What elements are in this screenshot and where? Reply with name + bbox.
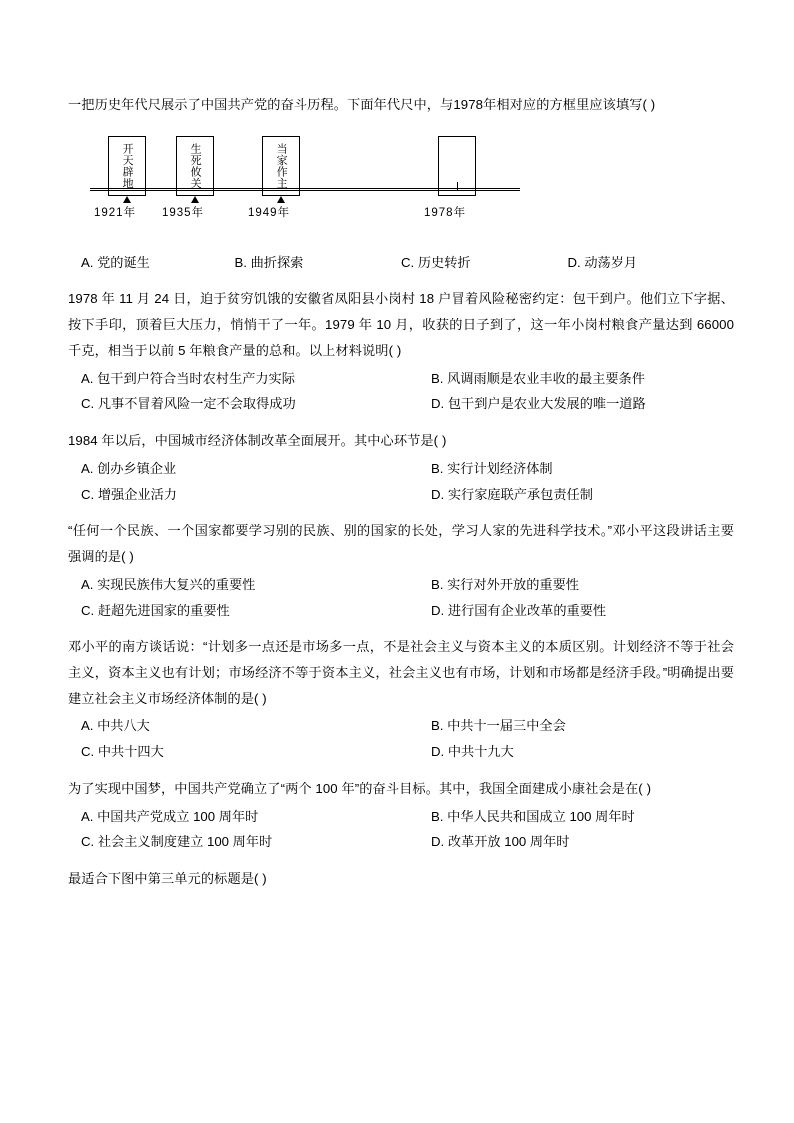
option-row [68,366,734,392]
option-17-a[interactable]: A. 中国共产党成立 100 周年时 [81,808,259,824]
question-18 [68,866,734,892]
option-13-a[interactable]: A. 包干到户符合当时农村生产力实际 [81,370,295,386]
question-12-options [68,250,734,276]
option-15-b[interactable]: B. 实行对外开放的重要性 [431,576,579,592]
question-17-options [68,804,734,855]
timeline-year-2: 1935年 [162,206,205,219]
spacer [68,765,734,776]
question-12 [68,92,734,275]
question-14-options [68,456,734,507]
question-16 [68,634,734,765]
timeline-arrow-3 [277,196,285,203]
option-row [68,739,734,765]
question-14-stem: 1984 年以后，中国城市经济体制改革全面展开。其中心环节是( ) [68,433,447,449]
option-14-d[interactable]: D. 实行家庭联产承包责任制 [431,486,593,502]
option-17-c[interactable]: C. 社会主义制度建立 100 周年时 [81,834,273,850]
question-16-options [68,713,734,764]
option-12-d[interactable]: D. 动荡岁月 [567,254,638,270]
option-row [68,572,734,598]
option-17-d[interactable]: D. 改革开放 100 周年时 [431,834,570,850]
question-15-stem: “任何一个民族、一个国家都要学习别的民族、别的国家的长处，学习人家的先进科学技术。”邓小平这段讲话主要强调的是( ) [68,523,734,565]
spacer [68,855,734,866]
option-17-b[interactable]: B. 中华人民共和国成立 100 周年时 [431,808,635,824]
timeline-year-4: 1978年 [424,206,467,219]
option-14-b[interactable]: B. 实行计划经济体制 [431,460,553,476]
option-row [68,598,734,624]
option-13-b[interactable]: B. 风调雨顺是农业丰收的最主要条件 [431,370,645,386]
timeline-arrow-2 [191,196,199,203]
question-18-stem: 最适合下图中第三单元的标题是( ) [68,871,267,887]
option-13-c[interactable]: C. 凡事不冒着风险一定不会取得成功 [81,396,296,412]
option-row [68,804,734,830]
question-13 [68,286,734,417]
spacer [68,623,734,634]
timeline-box-3-label: 当家作主 [275,142,288,189]
timeline-figure [90,126,520,244]
timeline-box-1-label: 开天辟地 [121,142,134,189]
question-14 [68,428,734,507]
option-row [68,250,734,276]
option-12-b[interactable]: B. 曲折探索 [234,254,304,270]
option-12-a[interactable]: A. 党的诞生 [81,254,150,270]
option-row [68,829,734,855]
option-14-a[interactable]: A. 创办乡镇企业 [81,460,177,476]
question-15 [68,518,734,623]
option-15-a[interactable]: A. 实现民族伟大复兴的重要性 [81,576,256,592]
question-13-stem: 1978 年 11 月 24 日，迫于贫穷饥饿的安徽省凤阳县小岗村 18 户冒着风险秘密约定：包干到户。他们立下字据、按下手印，顶着巨大压力，悄悄干了一年。1979 年 10 月，收获的日子到了，这一年小岗村粮食产量达到 66000 千克，相当于以前 5 年粮食产量的总和。以上材料说明( ) [68,291,734,358]
question-13-options [68,366,734,417]
option-15-d[interactable]: D. 进行国有企业改革的重要性 [431,602,607,618]
option-13-d[interactable]: D. 包干到户是农业大发展的唯一道路 [431,396,646,412]
option-16-a[interactable]: A. 中共八大 [81,718,150,734]
timeline-box-1 [108,136,146,196]
option-12-c[interactable]: C. 历史转折 [401,254,471,270]
option-row [68,482,734,508]
option-row [68,391,734,417]
option-15-c[interactable]: C. 赶超先进国家的重要性 [81,602,230,618]
timeline-year-1: 1921年 [94,206,137,219]
option-row [68,713,734,739]
spacer [68,417,734,428]
option-row [68,456,734,482]
option-14-c[interactable]: C. 增强企业活力 [81,486,177,502]
question-12-figure [68,126,734,246]
exam-questions-container [68,92,734,892]
option-16-b[interactable]: B. 中共十一届三中全会 [431,718,566,734]
timeline-year-3: 1949年 [248,206,291,219]
timeline-arrow-1 [123,196,131,203]
option-16-c[interactable]: C. 中共十四大 [81,744,164,760]
timeline-box-2-label: 生死攸关 [189,142,202,189]
question-16-stem: 邓小平的南方谈话说：“计划多一点还是市场多一点，不是社会主义与资本主义的本质区别。计划经济不等于社会主义，资本主义也有计划；市场经济不等于资本主义，社会主义也有市场，计划和市场都是经济手段。”明确提出要建立社会主义市场经济体制的是( ) [68,639,734,706]
timeline-box-3 [262,136,300,196]
question-12-stem: 一把历史年代尺展示了中国共产党的奋斗历程。下面年代尺中，与1978年相对应的方框里应该填写( ) [68,97,656,112]
spacer [68,507,734,518]
question-15-options [68,572,734,623]
question-17 [68,776,734,855]
question-17-stem: 为了实现中国梦，中国共产党确立了“两个 100 年”的奋斗目标。其中，我国全面建成小康社会是在( ) [68,780,652,796]
spacer [68,275,734,286]
timeline-box-2 [176,136,214,196]
timeline-tick-4 [457,182,458,190]
option-16-d[interactable]: D. 中共十九大 [431,744,514,760]
